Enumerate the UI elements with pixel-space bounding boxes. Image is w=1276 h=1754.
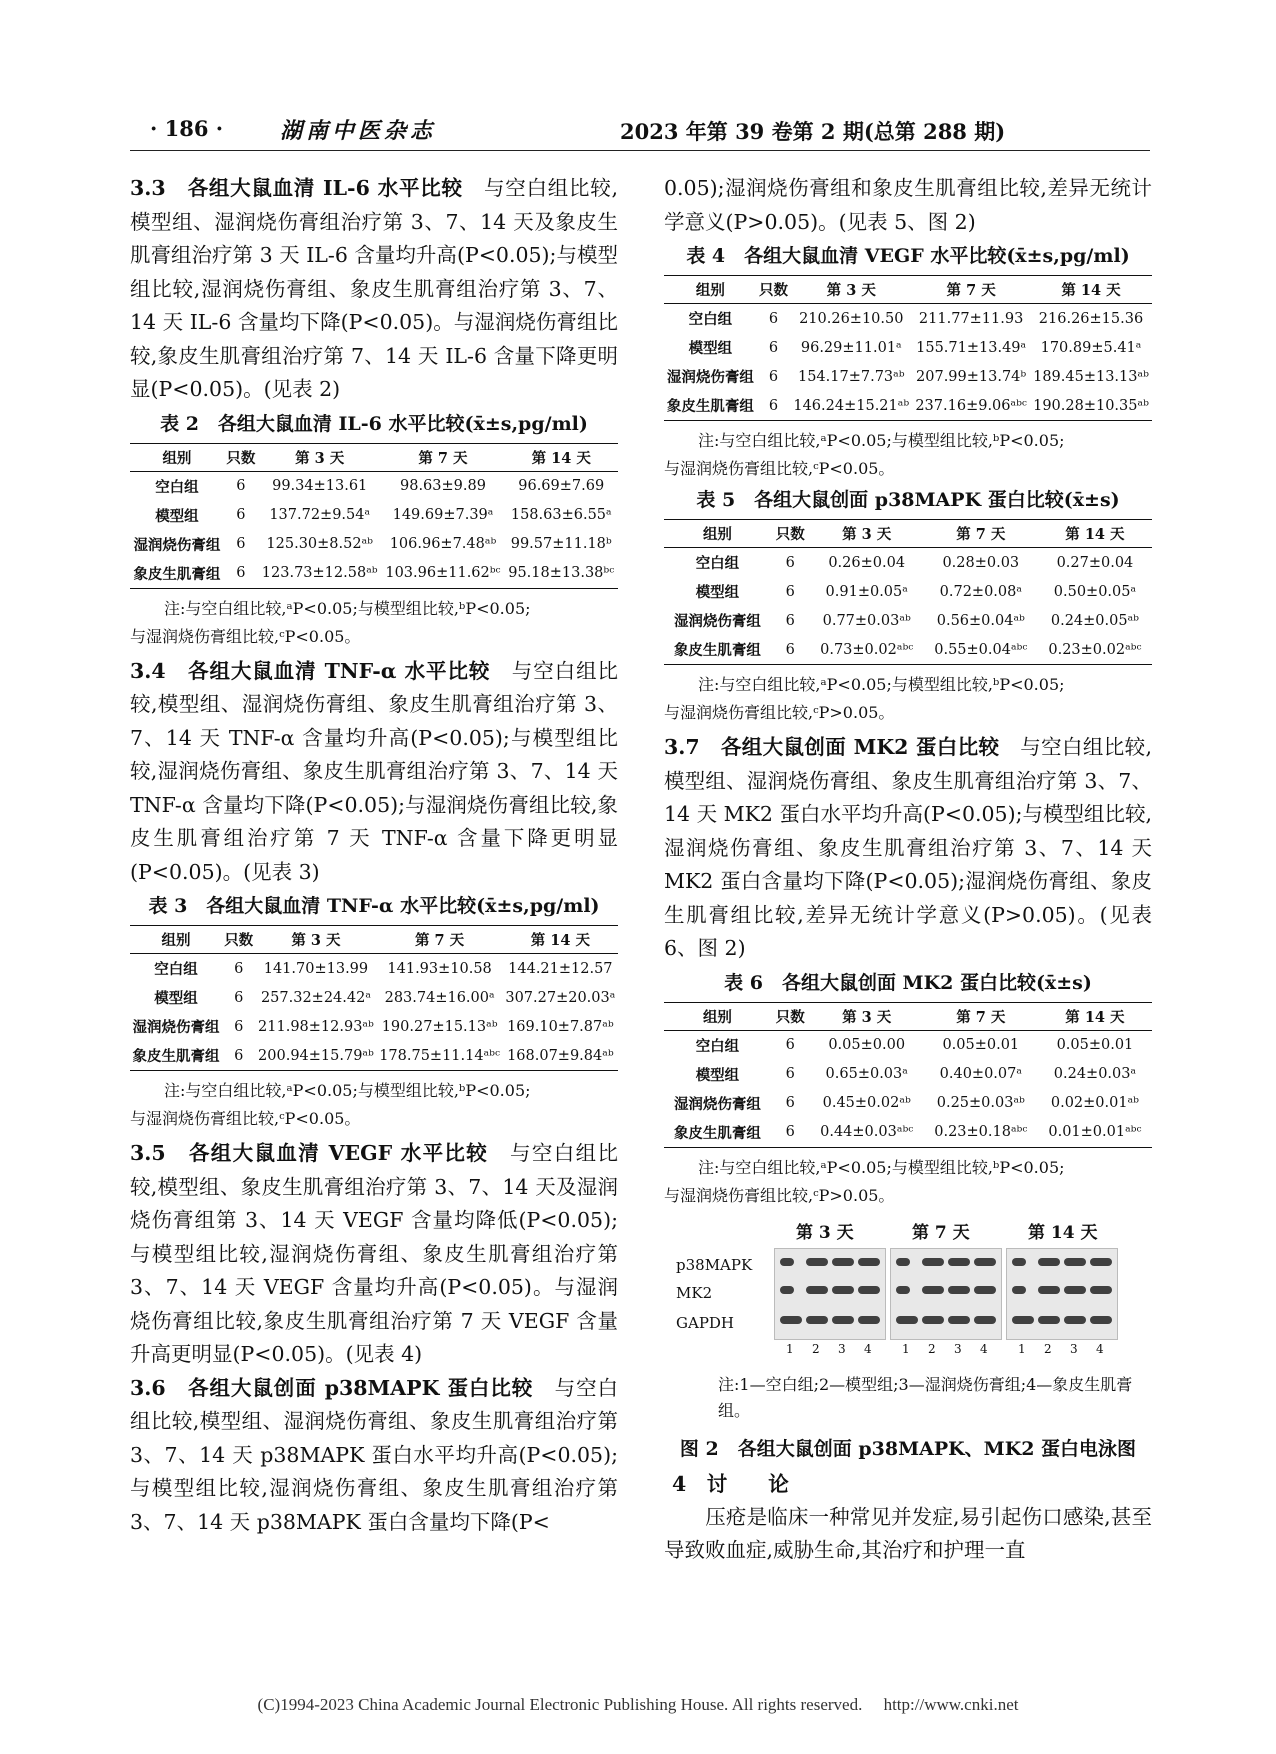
table-cell: 湿润烧伤膏组 [132,1019,220,1036]
blot-band [1012,1316,1034,1324]
day-label-7: 第 7 天 [912,1222,970,1243]
page-number: · 186 · [150,116,224,141]
blot-band [1038,1316,1060,1324]
column-header: 第 3 天 [826,282,876,299]
western-blot-figure [664,1218,1152,1368]
table-cell: 200.94±15.79ᵃᵇ [258,1047,374,1064]
day-label-3: 第 3 天 [796,1222,854,1243]
table-cell: 0.26±0.04 [828,554,906,571]
column-header: 第 7 天 [418,449,468,467]
blot-band [832,1286,854,1294]
column-header: 组别 [702,526,732,543]
table-cell: 6 [768,310,779,327]
table-cell: 空白组 [154,961,198,978]
blot-band [974,1258,996,1266]
table-cell: 象皮生肌膏组 [666,398,754,415]
blot-label-gapdh: GAPDH [676,1313,735,1332]
table-cell: 307.27±20.03ᵃ [505,989,616,1006]
column-header: 第 7 天 [956,526,1006,543]
column-header: 第 14 天 [530,932,590,949]
table-cell: 模型组 [695,1066,740,1084]
table-row [664,1060,1152,1089]
table-cell: 象皮生肌膏组 [673,642,761,659]
section-3-3: 3.3 各组大鼠血清 IL-6 水平比较 与空白组比较,模型组、湿润烧伤膏组治疗第 3、7、14 天及象皮生肌膏组治疗第 3 天 IL-6 含量均升高(P<0.05);与模型组比较,湿润烧伤膏组、象皮生肌膏组治疗第 3、7、14 天 IL-6 含量均下降(P<0.05)。与湿润烧伤膏组比较,象皮生肌膏组治疗第 7、14 天 IL-6 含量下降更明显(P<0.05)。(见表 2) [130,176,618,401]
table-cell: 0.02±0.01ᵃᵇ [1050,1095,1139,1111]
column-header: 第 3 天 [842,1008,892,1026]
column-header: 只数 [775,526,805,543]
blot-band [896,1258,910,1266]
table-cell: 6 [768,339,779,356]
table-cell: 湿润烧伤膏组 [673,613,761,630]
table-row [130,471,618,501]
table-cell: 0.55±0.04ᵃᵇᶜ [934,641,1028,658]
table-cell: 0.24±0.03ᵃ [1053,1066,1137,1082]
table-row [664,548,1152,578]
column-header: 组别 [161,932,191,949]
table-cell: 0.05±0.01 [942,1037,1020,1053]
table-cell: 6 [785,554,795,571]
blot-band [832,1316,854,1324]
table-cell: 95.18±13.38ᵇᶜ [508,565,615,581]
blot-band [780,1286,794,1294]
table-4 [664,275,1152,421]
table-6 [664,1002,1152,1148]
table-cell: 0.56±0.04ᵃᵇ [936,612,1025,629]
lane-number: 3 [838,1341,846,1356]
section-3-4: 3.4 各组大鼠血清 TNF-α 水平比较 与空白组比较,模型组、湿润烧伤膏组、象皮生肌膏组治疗第 3、7、14 天 TNF-α 含量均升高(P<0.05);与模型组比较,湿润烧伤膏组、象皮生肌膏组治疗第 3、7、14 天 TNF-α 含量均下降(P<0.05);与湿润烧伤膏组比较,象皮生肌膏组治疗第 7 天 TNF-α 含量下降更明显(P<0.05)。(见表 3) [130,658,619,884]
blot-band [1038,1258,1060,1266]
table-3-caption: 表 3 各组大鼠血清 TNF-α 水平比较(x̄±s,pg/ml) [148,895,600,917]
lane-number: 2 [1044,1341,1052,1356]
blot-band [1064,1286,1086,1294]
table-row [664,1118,1152,1148]
table-cell: 0.28±0.03 [942,554,1020,571]
blot-band [922,1316,944,1324]
column-header: 第 7 天 [956,1008,1006,1026]
table-cell: 6 [234,989,244,1006]
blot-band [858,1316,880,1324]
section-3-6-continued: 0.05);湿润烧伤膏组和象皮生肌膏组比较,差异无统计学意义(P>0.05)。(见表 5、图 2) [664,176,1152,234]
column-header: 第 3 天 [842,526,892,543]
blot-band [974,1286,996,1294]
table-cell: 象皮生肌膏组 [133,565,221,583]
table-cell: 0.24±0.05ᵃᵇ [1050,612,1139,629]
table-cell: 6 [785,612,795,629]
table-cell: 湿润烧伤膏组 [133,536,221,554]
table-row [130,559,618,589]
table-cell: 125.30±8.52ᵃᵇ [266,536,373,552]
column-header: 第 7 天 [415,932,465,949]
table-cell: 0.91±0.05ᵃ [825,583,908,600]
table-6-caption: 表 6 各组大鼠创面 MK2 蛋白比较(x̄±s) [724,971,1092,994]
table-cell: 0.72±0.08ᵃ [939,583,1022,600]
blot-band [922,1258,944,1266]
table-cell: 283.74±16.00ᵃ [384,989,495,1006]
table-cell: 137.72±9.54ᵃ [269,507,371,523]
table-row [130,1041,618,1071]
table-cell: 6 [234,1047,244,1064]
table-cell: 106.96±7.48ᵃᵇ [389,536,497,552]
table-3 [130,925,618,1071]
lane-number: 3 [1070,1341,1078,1356]
table-cell: 6 [785,1095,795,1111]
table-cell: 98.63±9.89 [400,478,486,494]
day-label-14: 第 14 天 [1028,1222,1098,1243]
table-header-row [664,276,1152,304]
table-cell: 158.63±6.55ᵃ [510,507,612,523]
table-cell: 6 [768,397,779,414]
table-cell: 190.28±10.35ᵃᵇ [1033,397,1149,414]
table-2-caption: 表 2 各组大鼠血清 IL-6 水平比较(x̄±s,pg/ml) [160,412,588,435]
table-cell: 141.93±10.58 [387,960,492,977]
table-cell: 0.25±0.03ᵃᵇ [936,1095,1025,1111]
table-cell: 6 [234,960,244,977]
table-cell: 空白组 [688,311,733,328]
table-cell: 0.05±0.01 [1056,1037,1134,1053]
table-row [664,304,1152,334]
table-row [664,1030,1152,1060]
blot-band [1090,1286,1112,1294]
table-cell: 空白组 [695,555,740,572]
table-cell: 0.73±0.02ᵃᵇᶜ [820,641,914,658]
lane-number: 1 [786,1341,794,1356]
table-cell: 216.26±15.36 [1038,310,1144,327]
table-cell: 6 [234,1018,244,1035]
lane-number: 4 [864,1341,872,1356]
blot-band [896,1286,910,1294]
table-cell: 6 [785,1066,795,1082]
table-header-row [130,443,618,471]
column-header: 第 3 天 [295,449,345,467]
table-cell: 0.50±0.05ᵃ [1053,583,1137,600]
table-cell: 178.75±11.14ᵃᵇᶜ [379,1047,500,1064]
table-cell: 141.70±13.99 [263,960,369,977]
table-row [664,391,1152,421]
table-cell: 99.34±13.61 [272,478,368,494]
table-row [130,1012,618,1041]
column-header: 组别 [702,1008,732,1026]
table-cell: 190.27±15.13ᵃᵇ [381,1018,498,1035]
table-header-row [664,1002,1152,1030]
blot-band [780,1316,802,1324]
table-6-note: 注:与空白组比较,ᵃP<0.05;与模型组比较,ᵇP<0.05; 与湿润烧伤膏组比较,ᶜP>0.05。 [664,1157,1065,1205]
blot-band [1064,1258,1086,1266]
section-4-text: 压疮是临床一种常见并发症,易引起伤口感染,甚至导致败血症,威胁生命,其治疗和护理一直 [664,1504,1152,1562]
blot-band [1012,1286,1026,1294]
blot-band [806,1316,828,1324]
blot-band [948,1258,970,1266]
table-cell: 6 [768,368,779,385]
table-cell: 0.65±0.03ᵃ [825,1066,908,1082]
table-cell: 99.57±11.18ᵇ [510,536,612,552]
table-cell: 0.05±0.00 [828,1037,906,1053]
table-4-caption: 表 4 各组大鼠血清 VEGF 水平比较(x̄±s,pg/ml) [686,245,1130,267]
table-cell: 149.69±7.39ᵃ [392,507,494,523]
page-header [130,112,1150,152]
journal-name: 湖南中医杂志 [280,118,437,144]
table-cell: 象皮生肌膏组 [673,1124,761,1142]
table-cell: 123.73±12.58ᵃᵇ [261,565,378,581]
blot-label-p38mapk: p38MAPK [676,1255,753,1274]
table-row [664,333,1152,362]
blot-band [1090,1258,1112,1266]
table-cell: 湿润烧伤膏组 [666,369,754,386]
table-cell: 211.98±12.93ᵃᵇ [258,1018,374,1035]
lane-number: 1 [902,1341,910,1356]
column-header: 组别 [695,282,725,299]
lane-number: 2 [812,1341,820,1356]
table-cell: 象皮生肌膏组 [132,1048,220,1065]
table-4-note: 注:与空白组比较,ᵃP<0.05;与模型组比较,ᵇP<0.05; 与湿润烧伤膏组比较,ᶜP<0.05。 [664,431,1065,478]
table-cell: 模型组 [688,340,733,357]
table-header-row [130,926,618,954]
blot-band [948,1286,970,1294]
table-cell: 170.89±5.41ᵃ [1040,339,1142,356]
table-5-note: 注:与空白组比较,ᵃP<0.05;与模型组比较,ᵇP<0.05; 与湿润烧伤膏组比较,ᶜP>0.05。 [664,675,1065,722]
table-cell: 0.44±0.03ᵃᵇᶜ [820,1124,914,1140]
table-cell: 0.01±0.01ᵃᵇᶜ [1048,1124,1142,1140]
table-row [664,606,1152,635]
table-cell: 155.71±13.49ᵃ [916,339,1027,356]
table-2-note: 注:与空白组比较,ᵃP<0.05;与模型组比较,ᵇP<0.05; 与湿润烧伤膏组比较,ᶜP<0.05。 [130,598,531,646]
blot-band [1038,1286,1060,1294]
table-cell: 146.24±15.21ᵃᵇ [793,397,910,414]
column-header: 只数 [224,932,254,949]
table-cell: 168.07±9.84ᵃᵇ [507,1047,614,1064]
blot-band [896,1316,918,1324]
table-cell: 0.45±0.02ᵃᵇ [822,1095,911,1111]
header-rule [130,150,1150,151]
table-cell: 211.77±11.93 [918,310,1024,327]
table-cell: 96.29±11.01ᵃ [800,339,902,356]
blot-band [974,1316,996,1324]
table-row [130,954,618,984]
table-header-row [664,520,1152,548]
table-cell: 空白组 [155,478,199,496]
column-header: 第 3 天 [291,932,341,949]
table-3-note: 注:与空白组比较,ᵃP<0.05;与模型组比较,ᵇP<0.05; 与湿润烧伤膏组比较,ᶜP<0.05。 [130,1081,531,1128]
table-cell: 0.23±0.18ᵃᵇᶜ [934,1124,1028,1140]
table-cell: 0.23±0.02ᵃᵇᶜ [1048,641,1142,658]
table-cell: 6 [236,507,246,523]
section-3-5: 3.5 各组大鼠血清 VEGF 水平比较 与空白组比较,模型组、象皮生肌膏组治疗第 3、7、14 天及湿润烧伤膏组第 3、14 天 VEGF 含量均降低(P<0.05);与模型组比较,湿润烧伤膏组、象皮生肌膏组治疗第 3、7、14 天 VEGF 含量均升高(P<0.05)。与湿润烧伤膏组比较,象皮生肌膏组治疗第 7 天 VEGF 含量升高更明显(P<0.05)。(见表 4) [130,1141,619,1366]
table-cell: 6 [785,641,795,658]
table-row [664,635,1152,665]
lane-number: 4 [1096,1341,1104,1356]
blot-band [1090,1316,1112,1324]
table-cell: 237.16±9.06ᵃᵇᶜ [915,397,1027,414]
table-cell: 0.27±0.04 [1056,554,1134,571]
column-header: 第 14 天 [531,449,591,467]
table-2 [130,443,618,589]
table-5 [664,519,1152,665]
issue-info: 2023 年第 39 卷第 2 期(总第 288 期) [620,119,1006,144]
table-cell: 169.10±7.87ᵃᵇ [507,1018,614,1035]
table-row [130,501,618,530]
table-cell: 6 [785,583,795,600]
table-cell: 模型组 [154,990,198,1007]
column-header: 第 7 天 [946,282,996,299]
column-header: 第 14 天 [1065,1008,1125,1026]
column-header: 第 14 天 [1065,526,1125,543]
lane-number: 2 [928,1341,936,1356]
table-cell: 144.21±12.57 [508,960,613,977]
right-column [664,172,1152,1568]
table-cell: 湿润烧伤膏组 [673,1095,761,1113]
table-cell: 模型组 [155,507,199,525]
section-4-heading: 4 讨 论 [672,1471,789,1496]
table-row [130,983,618,1012]
blot-band [832,1258,854,1266]
figure-2-caption: 图 2 各组大鼠创面 p38MAPK、MK2 蛋白电泳图 [679,1437,1137,1460]
lane-number: 3 [954,1341,962,1356]
blot-band [806,1286,828,1294]
table-cell: 257.32±24.42ᵃ [260,989,371,1006]
blot-band [948,1316,970,1324]
table-cell: 189.45±13.13ᵃᵇ [1033,368,1149,385]
left-column [130,172,618,1539]
table-cell: 0.77±0.03ᵃᵇ [822,612,911,629]
table-cell: 0.40±0.07ᵃ [939,1066,1022,1082]
lane-number: 1 [1018,1341,1026,1356]
table-cell: 6 [236,536,246,552]
copyright-footer: (C)1994-2023 China Academic Journal Electronic Publishing House. All rights reserved. http://www.cnki.net [257,1695,1019,1714]
blot-band [806,1258,828,1266]
column-header: 只数 [758,282,788,299]
section-3-7: 3.7 各组大鼠创面 MK2 蛋白比较 与空白组比较,模型组、湿润烧伤膏组、象皮生肌膏组治疗第 3、7、14 天 MK2 蛋白水平均升高(P<0.05);与模型组比较,湿润烧伤膏组、象皮生肌膏组治疗第 3、7、14 天 MK2 蛋白含量均下降(P<0.05);湿润烧伤膏组、象皮生肌膏组比较,差异无统计学意义(P>0.05)。(见表 6、图 2) [664,735,1153,960]
table-cell: 6 [785,1124,795,1140]
table-row [664,577,1152,606]
blot-band [1064,1316,1086,1324]
table-row [130,530,618,559]
table-cell: 模型组 [695,584,740,601]
table-cell: 154.17±7.73ᵃᵇ [797,368,905,385]
blot-band [858,1286,880,1294]
blot-band [922,1286,944,1294]
column-header: 第 14 天 [1061,282,1121,299]
table-cell: 6 [236,565,246,581]
table-cell: 6 [236,478,246,494]
blot-band [1012,1258,1026,1266]
column-header: 只数 [775,1008,805,1026]
table-cell: 210.26±10.50 [799,310,904,327]
section-3-6: 3.6 各组大鼠创面 p38MAPK 蛋白比较 与空白组比较,模型组、湿润烧伤膏组、象皮生肌膏组治疗第 3、7、14 天 p38MAPK 蛋白水平均升高(P<0.05);与模型组比较,湿润烧伤膏组、象皮生肌膏组治疗第 3、7、14 天 p38MAPK 蛋白含量均下降(P< [130,1375,619,1534]
column-header: 只数 [226,449,256,467]
blot-label-mk2: MK2 [676,1283,713,1302]
column-header: 组别 [162,449,192,467]
table-cell: 6 [785,1037,795,1053]
lane-number: 4 [980,1341,988,1356]
figure-2-note: 注:1—空白组;2—模型组;3—湿润烧伤膏组;4—象皮生肌膏组。 [718,1374,1133,1420]
blot-band [858,1258,880,1266]
table-cell: 96.69±7.69 [518,478,605,494]
table-row [664,362,1152,391]
table-cell: 103.96±11.62ᵇᶜ [385,565,501,581]
blot-band [780,1258,794,1266]
table-cell: 207.99±13.74ᵇ [916,368,1027,385]
table-5-caption: 表 5 各组大鼠创面 p38MAPK 蛋白比较(x̄±s) [696,489,1120,511]
table-cell: 空白组 [695,1037,740,1055]
table-row [664,1089,1152,1118]
